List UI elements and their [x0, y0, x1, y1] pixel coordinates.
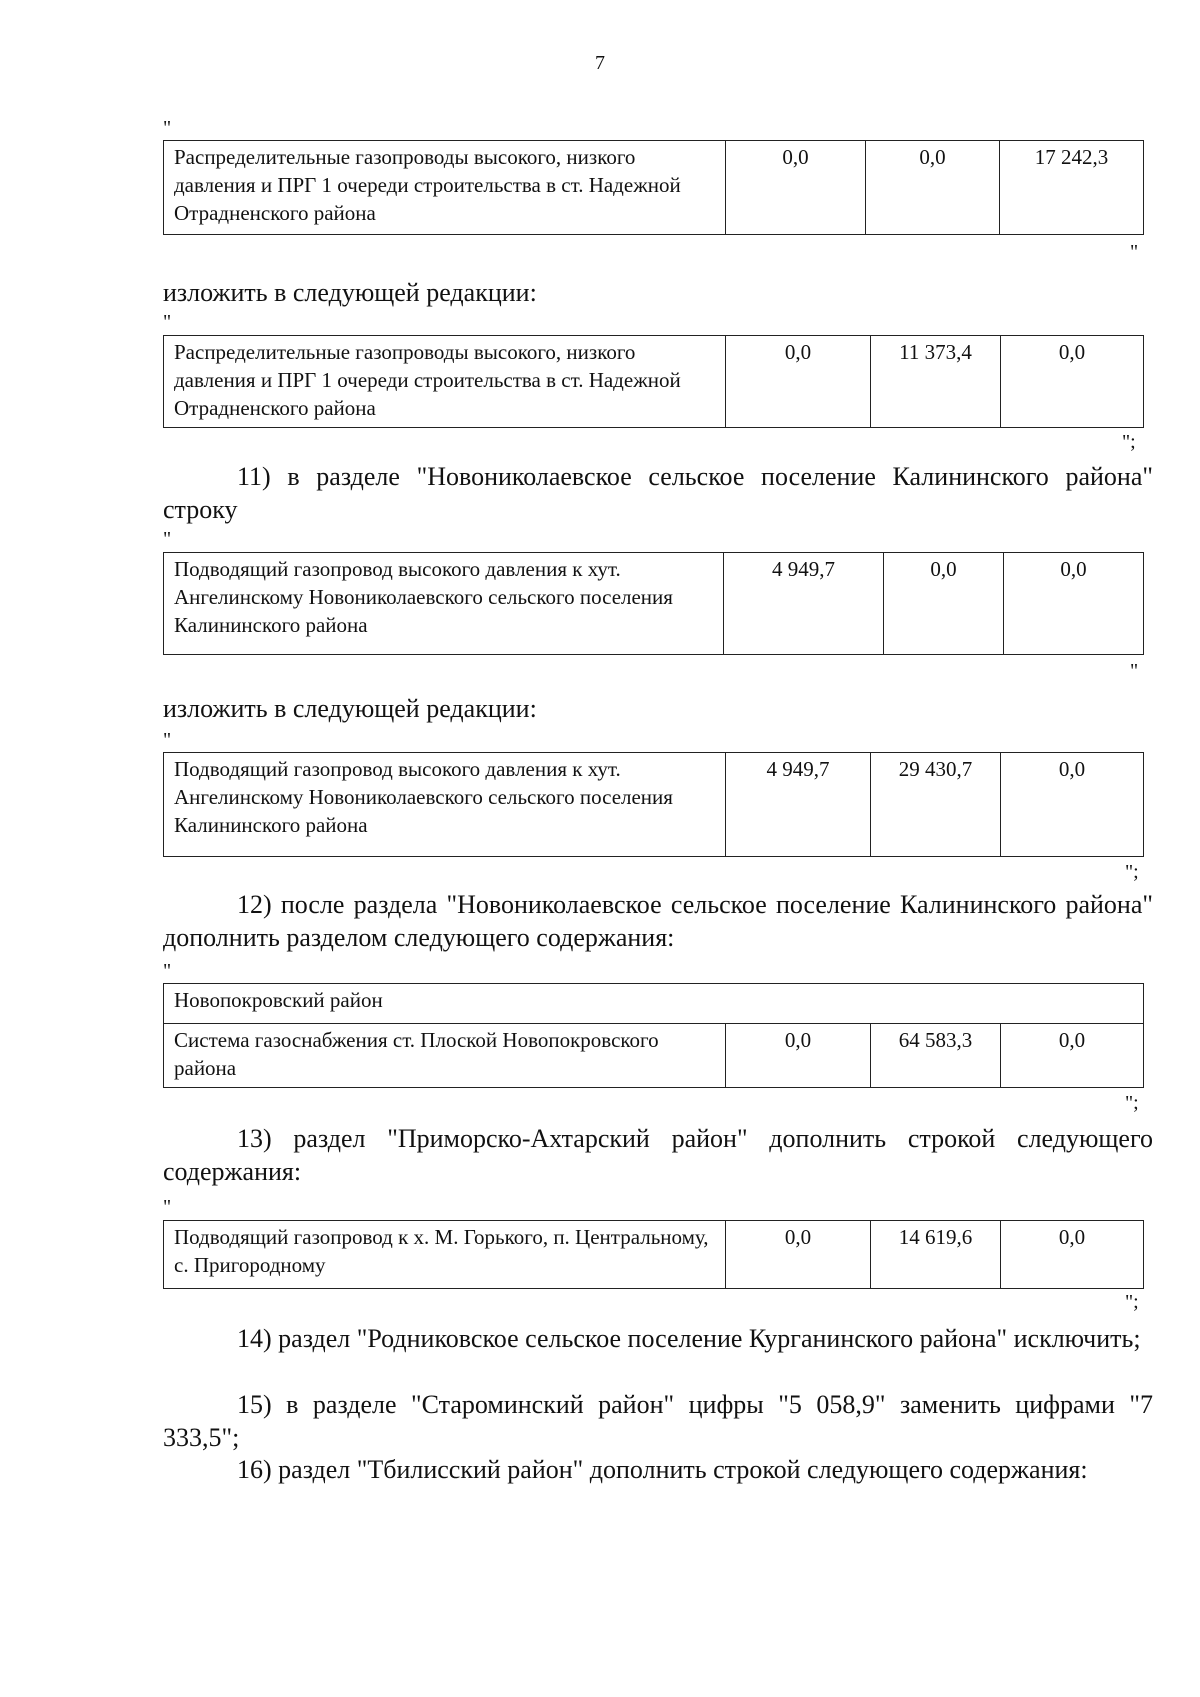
object-name: Подводящий газопровод высокого давления к хут. Ангелинскому Новониколаевского сельского поселения Калининского района: [164, 753, 726, 857]
value-1: 4 949,7: [724, 553, 884, 655]
paragraph-15: 15) в разделе "Староминский район" цифры "5 058,9" заменить цифрами "7 333,5";: [163, 1390, 1153, 1452]
value-3: 0,0: [1001, 1221, 1144, 1289]
table-revised-nadezhnaya: [163, 335, 1144, 428]
object-name: Распределительные газопроводы высокого, низкого давления и ПРГ 1 очереди строительства в ст. Надежной Отрадненского района: [164, 336, 726, 428]
value-3: 0,0: [1001, 1024, 1144, 1088]
value-1: 4 949,7: [726, 753, 871, 857]
quote-close-semicolon: ";: [1125, 861, 1139, 883]
quote-close: ": [1130, 660, 1139, 682]
quote-open: ": [163, 960, 172, 982]
paragraph-edit-2: изложить в следующей редакции:: [163, 694, 537, 723]
value-1: 0,0: [726, 141, 866, 235]
table-original-angelinsky: [163, 552, 1144, 655]
value-3: 17 242,3: [1000, 141, 1144, 235]
value-3: 0,0: [1001, 753, 1144, 857]
quote-close-semicolon: ";: [1125, 1092, 1139, 1114]
paragraph-12: 12) после раздела "Новониколаевское сельское поселение Калининского района" дополнить разделом следующего содержания:: [163, 890, 1153, 952]
paragraph-edit-1: изложить в следующей редакции:: [163, 278, 537, 307]
table-revised-angelinsky: [163, 752, 1144, 857]
value-3: 0,0: [1004, 553, 1144, 655]
value-1: 0,0: [726, 1024, 871, 1088]
value-1: 0,0: [726, 336, 871, 428]
object-name: Подводящий газопровод высокого давления к хут. Ангелинскому Новониколаевского сельского поселения Калининского района: [164, 553, 724, 655]
quote-open: ": [163, 528, 172, 550]
page-number: 7: [595, 52, 605, 74]
table-original-nadezhnaya: [163, 140, 1144, 235]
value-2: 14 619,6: [871, 1221, 1001, 1289]
value-3: 0,0: [1001, 336, 1144, 428]
object-name: Подводящий газопровод к х. М. Горького, п. Центральному, с. Пригородному: [164, 1221, 726, 1289]
object-name: Распределительные газопроводы высокого, низкого давления и ПРГ 1 очереди строительства в ст. Надежной Отрадненского района: [164, 141, 726, 235]
quote-open: ": [163, 311, 172, 333]
quote-close-semicolon: ";: [1122, 431, 1136, 453]
paragraph-11: 11) в разделе "Новониколаевское сельское поселение Калининского района" строку: [163, 462, 1153, 524]
quote-close-semicolon: ";: [1125, 1291, 1139, 1313]
quote-open: ": [163, 117, 172, 139]
object-name: Система газоснабжения ст. Плоской Новопокровского района: [164, 1024, 726, 1088]
value-2: 0,0: [884, 553, 1004, 655]
paragraph-13: 13) раздел "Приморско-Ахтарский район" дополнить строкой следующего содержания:: [163, 1124, 1153, 1186]
paragraph-16: 16) раздел "Тбилисский район" дополнить строкой следующего содержания:: [237, 1455, 1088, 1484]
table-primorsko-akhtarsky: [163, 1220, 1144, 1289]
paragraph-14: 14) раздел "Родниковское сельское поселение Курганинского района" исключить;: [237, 1324, 1141, 1353]
value-2: 64 583,3: [871, 1024, 1001, 1088]
quote-close: ": [1130, 241, 1139, 263]
table-novopokrovsky: [163, 983, 1144, 1088]
quote-open: ": [163, 729, 172, 751]
value-2: 11 373,4: [871, 336, 1001, 428]
value-2: 0,0: [866, 141, 1000, 235]
section-title: Новопокровский район: [164, 984, 1144, 1024]
quote-open: ": [163, 1196, 172, 1218]
value-2: 29 430,7: [871, 753, 1001, 857]
value-1: 0,0: [726, 1221, 871, 1289]
